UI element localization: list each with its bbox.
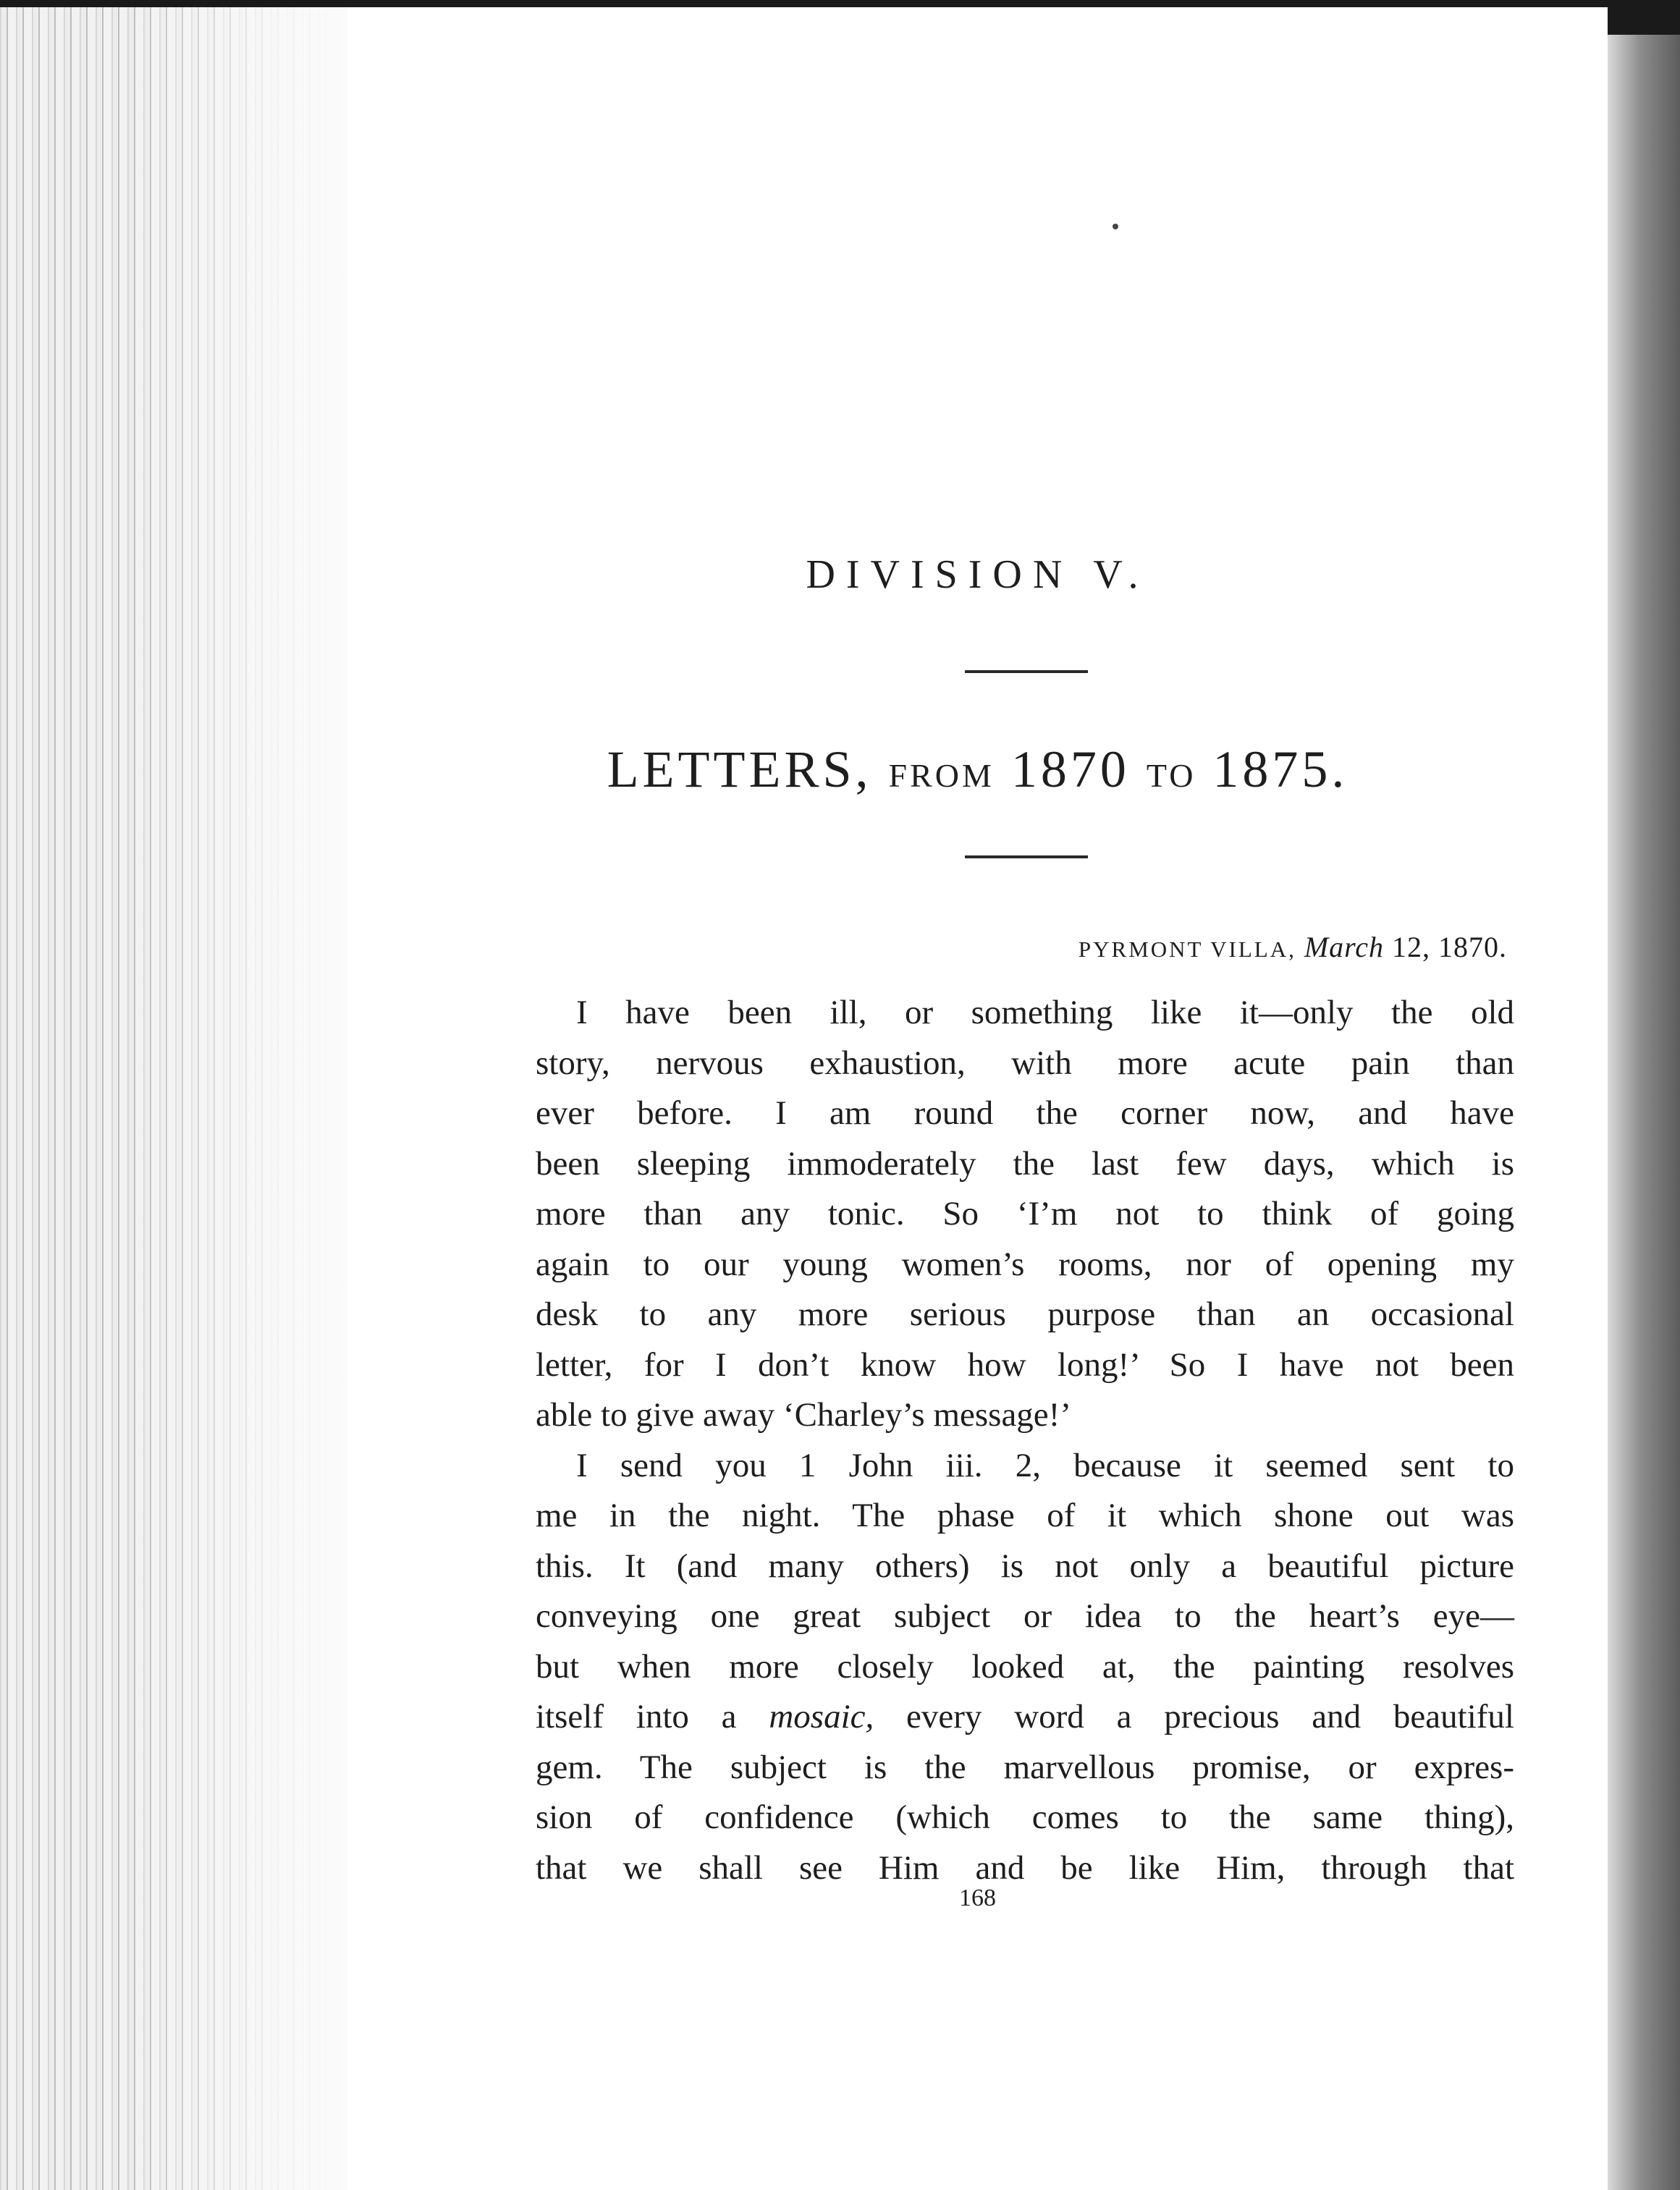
body-line: conveying one great subject or idea to the heart’s eye—	[536, 1597, 1514, 1635]
letter-body	[536, 988, 1514, 1893]
body-line: letter, for I don’t know how long!’ So I have not been	[536, 1345, 1514, 1384]
body-line: story, nervous exhaustion, with more acute pain than	[536, 1044, 1514, 1082]
body-line: this. It (and many others) is not only a beautiful picture	[536, 1547, 1514, 1585]
section-title-year-start: 1870	[1010, 740, 1130, 798]
letter-dateline	[1079, 930, 1507, 964]
dateline-month: March	[1304, 931, 1384, 963]
scan-top-border	[0, 0, 1680, 7]
body-line: gem. The subject is the marvellous promise, or expres-	[536, 1748, 1514, 1786]
body-line: desk to any more serious purpose than an occasional	[536, 1295, 1514, 1333]
body-line: again to our young women’s rooms, nor of opening my	[536, 1245, 1514, 1283]
page-number: 168	[959, 1885, 996, 1911]
body-line: I send you 1 John iii. 2, because it seemed sent to	[576, 1446, 1514, 1484]
dateline-place: PYRMONT VILLA,	[1078, 937, 1296, 962]
body-line-italic	[536, 1692, 1514, 1743]
page-edge-fade	[130, 0, 347, 2190]
scan-corner	[1608, 0, 1680, 35]
title-rule-bottom	[965, 855, 1088, 858]
body-line: able to give away ‘Charley’s message!’	[536, 1396, 1071, 1434]
division-title: DIVISION V.	[806, 552, 1149, 597]
body-line: that we shall see Him and be like Him, through that	[536, 1848, 1514, 1887]
ink-speck	[1113, 224, 1118, 229]
body-line: me in the night. The phase of it which shone out was	[536, 1497, 1514, 1534]
body-line-part: itself into a	[536, 1698, 769, 1735]
body-line: ever before. I am round the corner now, and have	[536, 1094, 1514, 1132]
section-title-to: TO	[1146, 757, 1196, 794]
body-line: more than any tonic. So ‘I’m not to think of going	[536, 1195, 1514, 1233]
body-line-part: every word a precious and beautiful	[874, 1698, 1514, 1735]
body-line-italic-word: mosaic,	[769, 1698, 874, 1735]
section-title	[347, 740, 1608, 800]
body-line: been sleeping immoderately the last few days, which is	[536, 1144, 1514, 1183]
body-line: I have been ill, or something like it—only the old	[576, 994, 1514, 1031]
section-title-year-end: 1875.	[1212, 740, 1348, 798]
body-line: but when more closely looked at, the painting resolves	[536, 1647, 1514, 1686]
section-title-from: FROM	[888, 757, 995, 794]
dateline-date: 12, 1870.	[1392, 931, 1507, 963]
title-rule-top	[965, 670, 1088, 673]
body-line: sion of confidence (which comes to the same thing),	[536, 1798, 1514, 1836]
book-page	[347, 7, 1608, 2190]
binding-shadow	[1608, 0, 1680, 2190]
section-title-main: LETTERS,	[607, 740, 872, 798]
